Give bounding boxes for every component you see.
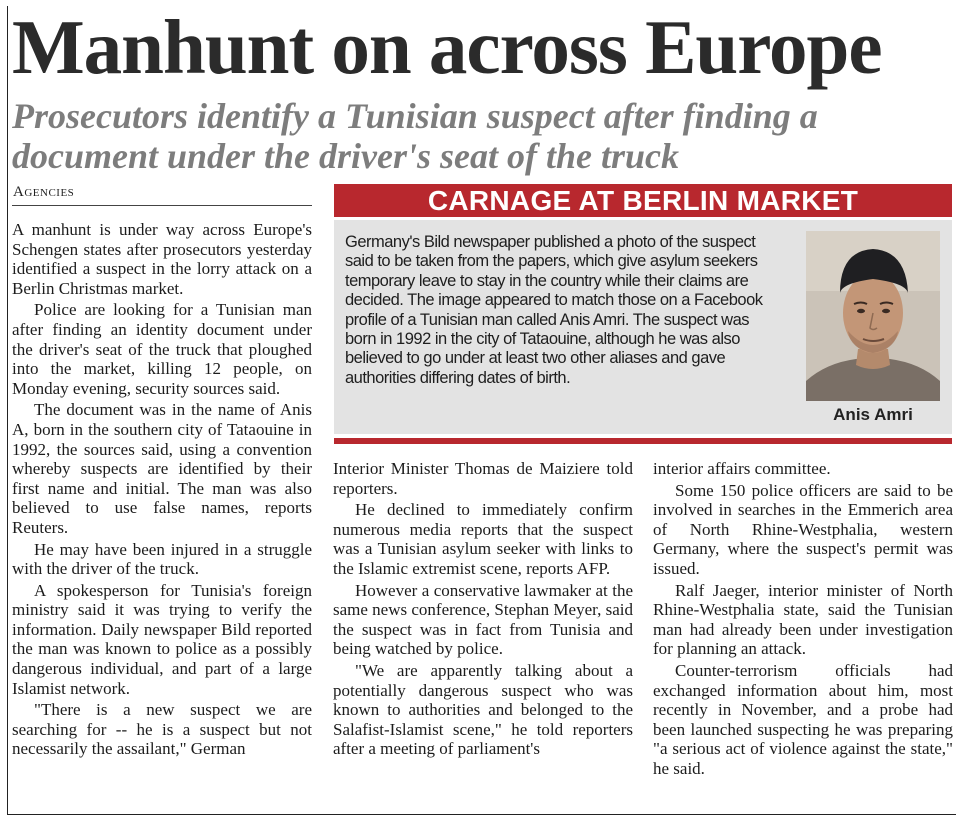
article-column-3 — [653, 459, 953, 781]
article-column-1 — [12, 220, 312, 761]
sidebar-text: Germany's Bild newspaper published a photo of the suspect said to be taken from the papers, which give asylum seekers temporary leave to stay in the country while their claims are decided. The image appeared to match those on a Facebook profile of a Tunisian man called Anis Amri. The suspect was born in 1992 in the city of Tataouine, although he was also believed to go under at least two other aliases and gave authorities differing dates of birth. — [345, 233, 763, 387]
paragraph: "There is a new suspect we are searching for -- he is a suspect but not necessarily the assailant," German — [12, 700, 312, 759]
bottom-rule — [7, 814, 956, 815]
sidebar-header: CARNAGE AT BERLIN MARKET — [334, 184, 952, 217]
paragraph: However a conservative lawmaker at the same news conference, Stephan Meyer, said the suspect was in fact from Tunisia and being watched by police. — [333, 580, 634, 659]
paragraph: Counter-terrorism officials had exchanged information about him, most recently in November, and a probe had been launched suspecting he was preparing "a serious act of violence against the state," he said. — [653, 660, 953, 778]
portrait-image — [806, 231, 940, 401]
suspect-photo — [806, 231, 940, 401]
paragraph: Interior Minister Thomas de Maiziere told reporters. — [333, 459, 633, 498]
paragraph: A manhunt is under way across Europe's Schengen states after prosecutors yesterday identified a suspect in the lorry attack on a Berlin Christmas market. — [12, 220, 312, 298]
paragraph: Police are looking for a Tunisian man after finding an identity document under the driver's seat of the truck that ploughed into the market, killing 12 people, on Monday evening, security sources said. — [12, 300, 312, 398]
left-column-rule — [7, 6, 8, 814]
article-column-2 — [333, 459, 633, 761]
photo-caption: Anis Amri — [833, 405, 913, 424]
paragraph: interior affairs committee. — [653, 459, 831, 478]
headline: Manhunt on across Europe — [12, 4, 882, 90]
subhead: Prosecutors identify a Tunisian suspect after finding a document under the driver's seat of the truck — [12, 96, 818, 176]
paragraph: Ralf Jaeger, interior minister of North Rhine-Westphalia state, said the Tunisian man had already been under investigation for planning an attack. — [653, 580, 953, 659]
paragraph: The document was in the name of Anis A, born in the southern city of Tataouine in 1992, the sources said, using a convention whereby suspects are identified by their first name and initial. The man was also believed to use false names, reports Reuters. — [12, 400, 312, 537]
byline-rule — [12, 205, 312, 206]
paragraph: A spokesperson for Tunisia's foreign ministry said it was trying to verify the information. Daily newspaper Bild reported the man was known to police as a possibly dangerous individual, and part of a large Islamist network. — [12, 580, 312, 698]
paragraph: Some 150 police officers are said to be involved in searches in the Emmerich area of North Rhine-Westphalia, western Germany, where the suspect's permit was issued. — [653, 480, 953, 578]
paragraph: He declined to immediately confirm numerous media reports that the suspect was a Tunisian asylum seeker with links to the Islamic extremist scene, reports AFP. — [333, 500, 633, 578]
paragraph: "We are apparently talking about a potentially dangerous suspect who was known to authorities and belonged to the Salafist-Islamist scene," he told reporters after a meeting of parliament's — [333, 660, 633, 759]
paragraph: He may have been injured in a struggle with the driver of the truck. — [12, 539, 312, 579]
byline: Agencies — [13, 184, 75, 200]
sidebar-bottom-rule — [334, 438, 952, 444]
